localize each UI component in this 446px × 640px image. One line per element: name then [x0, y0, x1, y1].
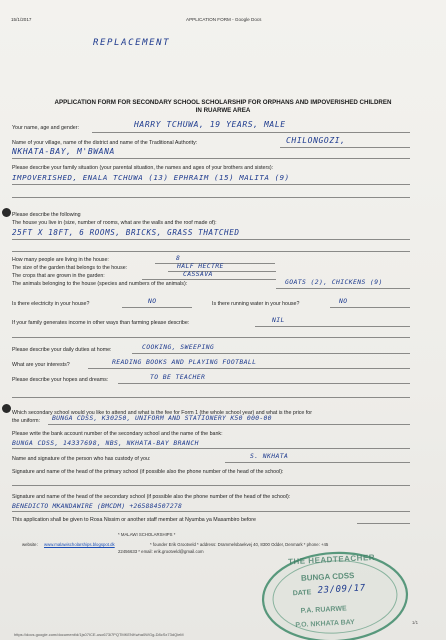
school-label-1: Which secondary school would you like to attend and what is the fee for Form 1 (the whole school year) and what is the price for [12, 410, 313, 416]
form-title-line1: APPLICATION FORM FOR SECONDARY SCHOOL SCHOLARSHIP FOR ORPHANS AND IMPOVERISHED CHILDREN [54, 99, 392, 106]
animals-label: The animals belonging to the house (species and numbers of the animals): [12, 281, 188, 287]
crops-line [142, 279, 276, 280]
secondary-head-line [12, 511, 410, 512]
primary-head-line [12, 485, 410, 486]
animals-line [276, 288, 410, 289]
crops-value: CASSAVA [183, 270, 213, 278]
footer-website-label: website: [22, 542, 38, 547]
footer-url: https://docs.google.com/document/d/1js07ICE-uso673i7PQTMKENKwha0WGg-D8cSx73dQieM [14, 632, 184, 637]
family-line-2 [12, 197, 410, 198]
electricity-value: NO [148, 297, 157, 305]
stamp-line5: P.O. NKHATA BAY [295, 619, 355, 630]
print-date: 15/1/2017 [11, 17, 32, 22]
electricity-line [122, 307, 192, 308]
duties-line [132, 353, 410, 354]
stamp-line4: P.A. RUARWE [300, 605, 347, 615]
house-label: The house you live in (size, number of rooms, what are the walls and the roof made of): [12, 220, 217, 226]
submission-line [357, 523, 410, 524]
school-stamp [258, 546, 413, 640]
income-line-2 [12, 337, 410, 338]
house-line-1 [12, 239, 410, 240]
water-line [330, 307, 410, 308]
document-title: APPLICATION FORM - Google Docs [186, 17, 262, 22]
stamp-line1: THE HEADTEACHER [287, 552, 376, 567]
name-label: Your name, age and gender: [12, 125, 79, 131]
electricity-label: Is there electricity in your house? [12, 301, 90, 307]
footer-org: * MALAWI SCHOLARSHIPS * [118, 532, 176, 537]
bank-label: Please write the bank account number of the secondary school and the name of the bank: [12, 431, 223, 437]
interests-line [88, 368, 410, 369]
hole-punch-middle [2, 404, 11, 413]
water-value: NO [339, 297, 348, 305]
secondary-head-label: Signature and name of the head of the secondary school (if possible also the phone number of the head of the school): [12, 494, 291, 500]
school-line [48, 424, 410, 425]
people-value: 8 [176, 254, 181, 262]
crops-label: The crops that are grown in the garden: [12, 273, 105, 279]
custody-value: S. NKHATA [250, 452, 289, 460]
school-value: BUNGA CDSS, K30250, UNIFORM AND STATIONERY K50 000-00 [52, 414, 272, 422]
village-value-b: NKHATA-BAY, M'BWANA [12, 147, 115, 156]
bank-value: BUNGA CDSS, 14337698, NBS, NKHATA-BAY BRANCH [12, 439, 199, 447]
village-line-2 [12, 158, 410, 159]
family-value: IMPOVERISHED, ENALA TCHUWA (13) EPHRAIM (15) MALITA (9) [12, 173, 290, 182]
form-title-line2: IN RUARWE AREA [195, 107, 251, 114]
secondary-head-value: BENEDICTO MKANDAWIRE (BMCDM) +265884507278 [12, 502, 182, 510]
income-line-1 [255, 326, 410, 327]
animals-value: GOATS (2), CHICKENS (9) [285, 278, 383, 286]
stamp-date-value: 23/09/17 [317, 583, 367, 596]
describe-label: Please describe the following [12, 212, 81, 218]
house-value: 25FT X 18FT, 6 ROOMS, BRICKS, GRASS THATCHED [12, 228, 240, 237]
garden-size-value: HALF HECTRE [177, 262, 224, 270]
replacement-note: REPLACEMENT [93, 38, 171, 48]
hopes-label: Please describe your hopes and dreams: [12, 377, 109, 383]
primary-head-label: Signature and name of the head of the primary school (if possible also the phone number of the head of the school): [12, 469, 284, 475]
hopes-line-2 [12, 397, 410, 398]
custody-label: Name and signature of the person who has custody of you: [12, 456, 151, 462]
income-value: NIL [272, 316, 285, 324]
name-value: HARRY TCHUWA, 19 YEARS, MALE [134, 120, 286, 129]
village-line-1 [280, 147, 410, 148]
village-label: Name of your village, name of the district and name of the Traditional Authority: [12, 140, 198, 146]
duties-label: Please describe your daily duties at home: [12, 347, 112, 353]
page-number: 1/1 [412, 620, 418, 625]
village-value-a: CHILONGOZI, [286, 136, 346, 145]
hopes-line [118, 383, 410, 384]
footer-contact: 22456633 * email: erik.grootveld@gmail.com [118, 549, 204, 554]
water-label: Is there running water in your house? [212, 301, 300, 307]
duties-value: COOKING, SWEEPING [142, 343, 215, 351]
hole-punch-top [2, 208, 11, 217]
custody-line [225, 462, 410, 463]
school-label-2: the uniform: [12, 418, 40, 424]
income-label: If your family generates income in other ways than farming please describe: [12, 320, 190, 326]
name-line [92, 132, 410, 133]
stamp-date-label: DATE [292, 589, 312, 598]
people-label: How many people are living in the house: [12, 257, 109, 263]
garden-size-label: The size of the garden that belongs to the house: [12, 265, 128, 271]
family-line-1 [12, 184, 410, 185]
house-line-2 [12, 251, 410, 252]
footer-website-link[interactable]: www.malawischolarships.blogspot.dk [44, 542, 115, 547]
submission-label: This application shall be given to Rosa Nissim or another staff member at Nyumba ya Masambiro before [12, 517, 256, 523]
family-label: Please describe your family situation (your parental situation, the names and ages of your brothers and sisters): [12, 165, 274, 171]
interests-value: READING BOOKS AND PLAYING FOOTBALL [112, 358, 257, 366]
stamp-line2: BUNGA CDSS [300, 570, 355, 583]
interests-label: What are your interests? [12, 362, 70, 368]
hopes-value: TO BE TEACHER [150, 373, 206, 381]
bank-line [12, 448, 410, 449]
footer-founder: * founder Erik Grootveld * address: Drammelsbaekvej 40, 8300 Odder, Denmark * phone: +45 [150, 542, 329, 547]
